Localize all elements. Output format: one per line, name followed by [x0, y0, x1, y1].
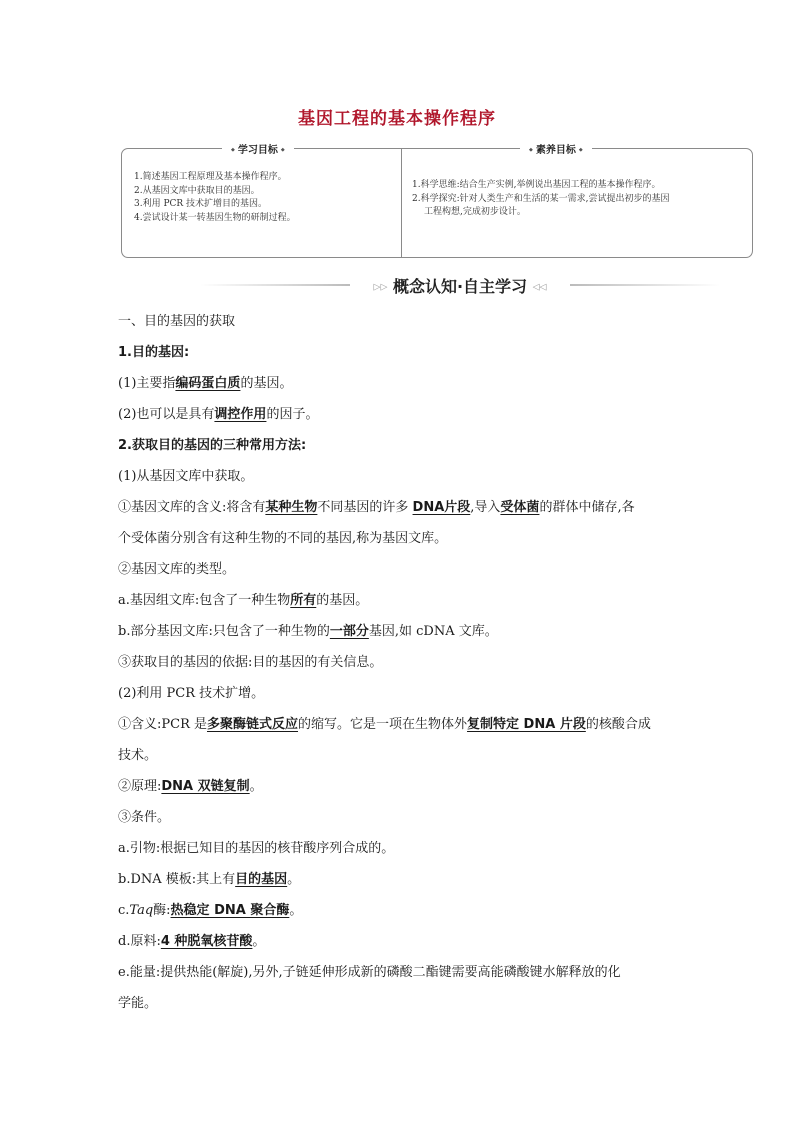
answer-blank: 4 种脱氧核苷酸 — [160, 934, 253, 949]
text: 。 — [252, 934, 266, 949]
answer-blank: 所有 — [290, 593, 317, 608]
text: 酶: — [153, 903, 171, 918]
literacy-goal-item: 工程构想,完成初步设计。 — [424, 207, 526, 217]
double-arrow-left-icon: ◁◁ — [532, 282, 547, 293]
text: 的基因。 — [316, 593, 369, 608]
paragraph — [118, 895, 302, 926]
literacy-goal-item: 1.科学思维:结合生产实例,举例说出基因工程的基本操作程序。 — [412, 180, 661, 190]
text: (2)也可以是具有 — [118, 407, 215, 422]
section-banner-title — [350, 274, 570, 297]
text: 。 — [289, 903, 303, 918]
text: 基因,如 cDNA 文库。 — [368, 624, 498, 639]
text: d.原料: — [118, 934, 161, 949]
paragraph: ③条件。 — [118, 810, 171, 825]
paragraph — [118, 399, 318, 430]
paragraph: (1)从基因文库中获取。 — [118, 469, 254, 484]
text: (1)主要指 — [118, 376, 176, 391]
double-arrow-right-icon: ▷▷ — [373, 282, 388, 293]
answer-blank: 调控作用 — [214, 407, 267, 422]
text: ②原理: — [118, 779, 162, 794]
learning-goal-item: 3.利用 PCR 技术扩增目的基因。 — [134, 199, 268, 209]
paragraph — [118, 492, 635, 523]
paragraph: a.引物:根据已知目的基因的核苷酸序列合成的。 — [118, 841, 395, 856]
paragraph: 技术。 — [118, 748, 158, 763]
answer-blank: 目的基因 — [235, 872, 288, 887]
answer-blank: 一部分 — [329, 624, 369, 639]
paragraph — [118, 864, 300, 895]
literacy-goals-list — [412, 179, 747, 220]
text: 的群体中储存,各 — [539, 500, 635, 515]
text: 的核酸合成 — [585, 717, 651, 732]
subheading-methods: 2.获取目的基因的三种常用方法: — [118, 438, 307, 453]
answer-blank: 受体菌 — [500, 500, 540, 515]
answer-blank: 复制特定 DNA 片段 — [467, 717, 586, 732]
paragraph: 学能。 — [118, 996, 158, 1011]
learning-goal-item: 1.简述基因工程原理及基本操作程序。 — [134, 172, 287, 182]
text: c. — [118, 903, 130, 918]
section-banner-label: 概念认知·自主学习 — [392, 277, 528, 296]
literacy-goals-heading: ◆ 素养目标 ◆ — [520, 141, 592, 156]
text: b.DNA 模板:其上有 — [118, 872, 236, 887]
text: 的基因。 — [240, 376, 293, 391]
subheading-target-gene: 1.目的基因: — [118, 345, 190, 360]
text: a.基因组文库:包含了一种生物 — [118, 593, 291, 608]
paragraph — [118, 926, 265, 957]
text: 不同基因的许多 — [317, 500, 413, 515]
banner-line-right — [570, 284, 720, 286]
paragraph — [118, 709, 651, 740]
text: ①基因文库的含义:将含有 — [118, 500, 266, 515]
literacy-goal-item: 2.科学探究:针对人类生产和生活的某一需求,尝试提出初步的基因 — [412, 193, 670, 204]
answer-blank: 编码蛋白质 — [175, 376, 241, 391]
paragraph: 个受体菌分别含有这种生物的不同的基因,称为基因文库。 — [118, 531, 448, 546]
species-name: Taq — [129, 903, 154, 918]
learning-goals-heading: ◆ 学习目标 ◆ — [222, 141, 294, 156]
paragraph — [118, 616, 498, 647]
paragraph: (2)利用 PCR 技术扩增。 — [118, 686, 265, 701]
paragraph: ③获取目的基因的依据:目的基因的有关信息。 — [118, 655, 383, 670]
paragraph — [118, 585, 368, 616]
learning-goals-list — [134, 171, 394, 225]
paragraph: e.能量:提供热能(解旋),另外,子链延伸形成新的磷酸二酯键需要高能磷酸键水解释放的化 — [118, 965, 621, 980]
learning-goal-item: 2.从基因文库中获取目的基因。 — [134, 185, 260, 196]
text: ①含义:PCR 是 — [118, 717, 207, 732]
text: 。 — [287, 872, 301, 887]
banner-line-left — [200, 284, 350, 286]
text: 的因子。 — [266, 407, 319, 422]
answer-blank: 多聚酶链式反应 — [207, 717, 299, 732]
answer-blank: 某种生物 — [265, 500, 318, 515]
page-title: 基因工程的基本操作程序 — [298, 109, 496, 129]
goals-divider — [401, 149, 402, 257]
text: 的缩写。它是一项在生物体外 — [298, 717, 468, 732]
paragraph — [118, 368, 292, 399]
section-banner — [200, 274, 720, 296]
text: b.部分基因文库:只包含了一种生物的 — [118, 624, 330, 639]
text: 。 — [249, 779, 263, 794]
text: ,导入 — [470, 500, 501, 515]
paragraph — [118, 771, 263, 802]
paragraph: ②基因文库的类型。 — [118, 562, 236, 577]
goals-box — [121, 145, 753, 258]
answer-blank: DNA 双链复制 — [161, 779, 250, 794]
answer-blank: 热稳定 DNA 聚合酶 — [170, 903, 290, 918]
heading-1: 一、目的基因的获取 — [118, 314, 236, 329]
answer-blank: DNA片段 — [412, 500, 471, 515]
learning-goal-item: 4.尝试设计某一转基因生物的研制过程。 — [134, 212, 296, 223]
